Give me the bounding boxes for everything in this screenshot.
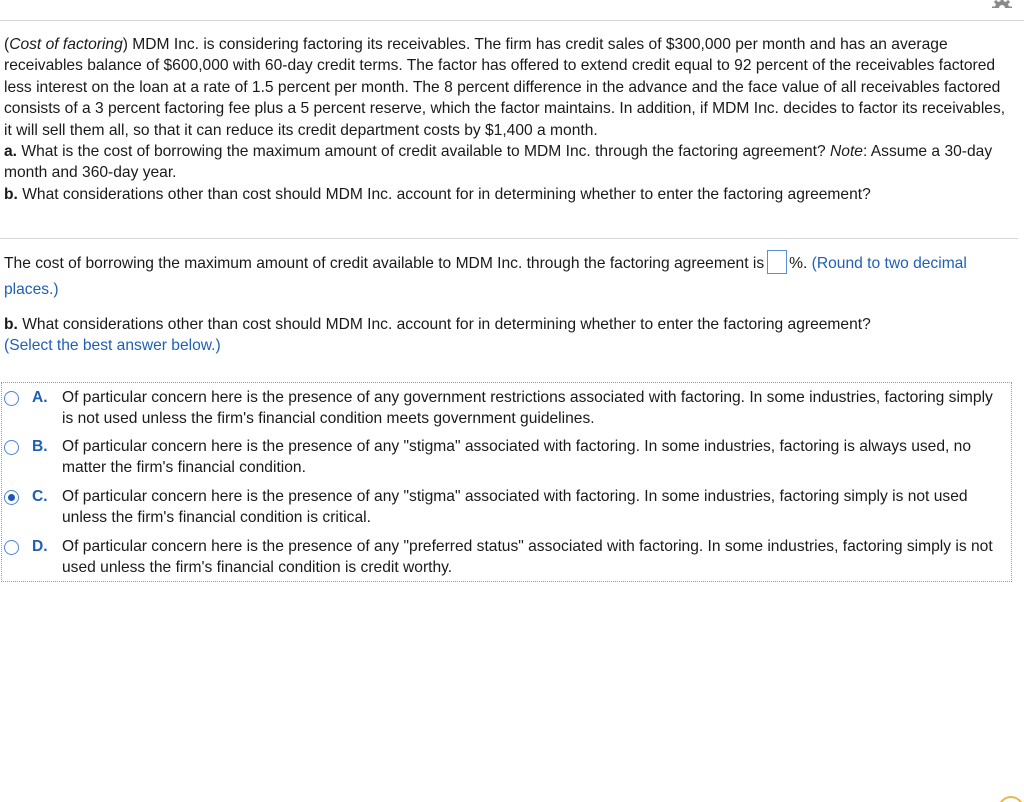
radio-button-icon[interactable] bbox=[4, 391, 19, 406]
radio-button-icon[interactable] bbox=[4, 440, 19, 455]
radio-button-icon[interactable] bbox=[4, 540, 19, 555]
question-text bbox=[4, 34, 1014, 205]
top-divider bbox=[0, 20, 1024, 21]
question-topic: Cost of factoring bbox=[9, 36, 123, 53]
answer-b-label: b. bbox=[4, 316, 18, 333]
answer-b-hint: (Select the best answer below.) bbox=[4, 337, 221, 355]
part-b-text: What considerations other than cost should MDM Inc. account for in determining whether to enter the factoring agreement? bbox=[17, 185, 871, 203]
section-divider bbox=[0, 238, 1018, 239]
answer-options bbox=[1, 382, 1012, 582]
part-a-label: a. bbox=[4, 143, 18, 161]
radio-button-icon[interactable] bbox=[4, 490, 19, 505]
note-label: Note bbox=[830, 143, 863, 161]
answer-a-suffix: %. bbox=[789, 255, 808, 272]
answer-a-section bbox=[4, 250, 1014, 303]
note-text: : Assume a 30-day month and 360-day year. bbox=[4, 143, 993, 182]
option-text: Of particular concern here is the presence of any "stigma" associated with factoring. In some industries, factoring is always used, no matter the firm's financial condition. bbox=[62, 438, 972, 477]
option-letter: D. bbox=[32, 538, 48, 555]
corner-widget-icon bbox=[998, 796, 1024, 802]
option-letter: B. bbox=[32, 438, 48, 455]
option-text: Of particular concern here is the presence of any "stigma" associated with factoring. In some industries, factoring simply is not used unless the firm's financial condition is critical. bbox=[62, 488, 968, 527]
option-text: Of particular concern here is the presence of any government restrictions associated with factoring. In some industries, factoring simply is not used unless the firm's financial condition meets government guidelines. bbox=[62, 389, 993, 428]
answer-a-input[interactable] bbox=[767, 250, 787, 274]
answer-a-prefix: The cost of borrowing the maximum amount of credit available to MDM Inc. through the factoring agreement is bbox=[4, 255, 765, 272]
answer-a-hint: (Round to two decimal places.) bbox=[4, 255, 967, 298]
part-a-text: What is the cost of borrowing the maximum amount of credit available to MDM Inc. through the factoring agreement? bbox=[17, 143, 831, 161]
option-letter: C. bbox=[32, 488, 48, 505]
answer-b-question: What considerations other than cost should MDM Inc. account for in determining whether to enter the factoring agreement? bbox=[17, 316, 871, 333]
question-part-b bbox=[4, 184, 1014, 205]
part-b-label: b. bbox=[4, 185, 18, 203]
option-text: Of particular concern here is the presence of any "preferred status" associated with factoring. In some industries, factoring simply is not used unless the firm's financial condition is credit worthy. bbox=[62, 538, 993, 577]
question-body: MDM Inc. is considering factoring its receivables. The firm has credit sales of $300,000 per month and has an average receivables balance of $600,000 with 60-day credit terms. The factor has offered to extend credit equal to 92 percent of the receivables factored less interest on the loan at a rate of 1.5 percent per month. The 8 percent difference in the advance and the face value of all receivables factored consists of a 3 percent factoring fee plus a 5 percent reserve, which the factor maintains. In addition, if MDM Inc. decides to factor its receivables, it will sell them all, so that it can reduce its credit department costs by $1,400 a month. bbox=[4, 36, 1006, 139]
gear-icon[interactable] bbox=[990, 0, 1014, 8]
option-letter: A. bbox=[32, 389, 48, 406]
answer-b-section bbox=[4, 314, 1014, 357]
question-intro: (Cost of factoring) MDM Inc. is considering factoring its receivables. The firm has credit sales of $300,000 per month and has an average receivables balance of $600,000 with 60-day credit terms. The factor has offered to extend credit equal to 92 percent of the receivables factored less interest on the loan at a rate of 1.5 percent per month. The 8 percent difference in the advance and the face value of all receivables factored consists of a 3 percent factoring fee plus a 5 percent reserve, which the factor maintains. In addition, if MDM Inc. decides to factor its receivables, it will sell them all, so that it can reduce its credit department costs by $1,400 a month. bbox=[4, 36, 1006, 139]
question-part-a bbox=[4, 141, 1014, 184]
